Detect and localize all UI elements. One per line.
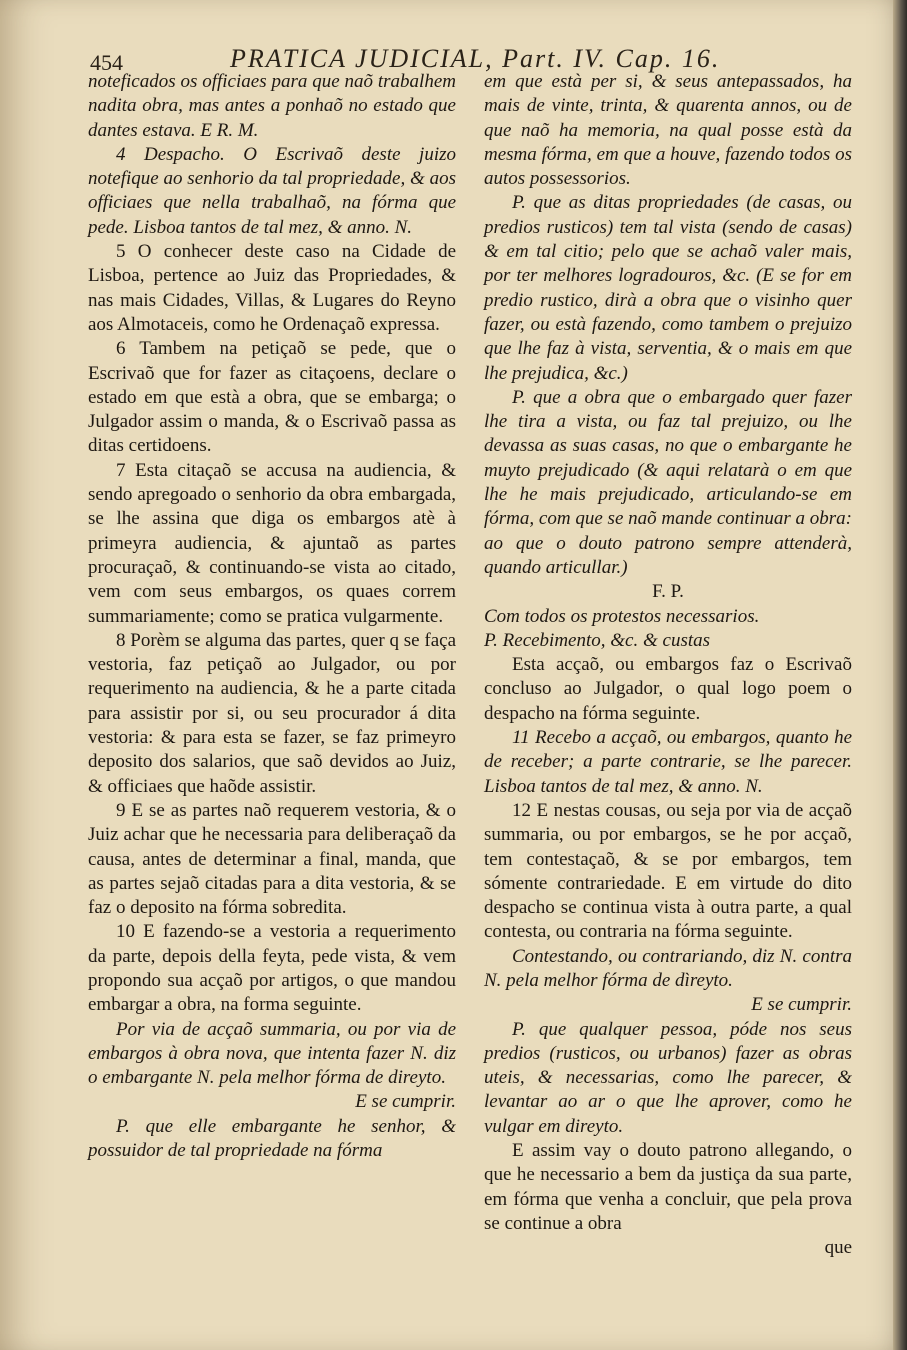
paragraph: Esta acçaõ, ou embargos faz o Escrivaõ concluso ao Julgador, o qual logo poem o despacho na fórma seguinte. [484, 654, 852, 724]
paragraph: P. que elle embargante he senhor, & possuidor de tal propriedade na fórma [88, 1115, 456, 1162]
paragraph: P. que a obra que o embargado quer fazer lhe tira a vista, ou faz tal prejuizo, ou lhe devassa as suas casas, no que o embargante he muyto prejudicado (& aqui relatarà o em que lhe he mais prejudicado, articulando-se em fórma, com que se naõ mande continuar a obra: ao que o douto patrono sempre attenderà, quando articullar.) [484, 386, 852, 578]
paragraph: P. que as ditas propriedades (de casas, ou predios rusticos) tem tal vista (sendo de casas) & em tal citio; pelo que se achaõ valer mais, por ter melhores logradouros, &c. (E se for em predio rustico, dirà a obra que o visinho quer fazer, ou està fazendo, como tambem o prejuizo que lhe faz à vista, serventia, & o mais em que lhe prejudica, &c.) [484, 192, 852, 384]
paragraph: E se cumprir. [355, 1091, 456, 1113]
paragraph: em que està per si, & seus antepassados, ha mais de vinte, trinta, & quarenta annos, ou de que naõ ha memoria, na qual posse està da mesma fórma, em que a houve, fazendo todos os autos possessorios. [484, 71, 852, 190]
paragraph: Contestando, ou contrariando, diz N. contra N. pela melhor fórma de dìreyto. [484, 945, 852, 991]
paragraph: 8 Porèm se alguma das partes, quer q se faça vestoria, faz petiçaõ ao Julgador, ou por requerimento na audiencia, & he a parte citada para assistir por si, ou seu procurador á dita vestoria: & para esta se fazer, se faz primeyro deposito dos salarios, que saõ devidos ao Juiz, & officiaes que haõde assistir. [88, 629, 456, 797]
paragraph: 11 Recebo a acçaõ, ou embargos, quanto he de receber; a parte contrarie, se lhe parecer. Lisboa tantos de tal mez, & anno. N. [484, 727, 852, 797]
paragraph: 5 O conhecer deste caso na Cidade de Lisboa, pertence ao Juiz das Propriedades, & nas mais Cidades, Villas, & Lugares do Reyno aos Almotaceis, como he Ordenaçaõ expressa. [88, 241, 456, 335]
right-column [484, 70, 852, 1261]
paragraph: 12 E nestas cousas, ou seja por via de acçaõ summaria, ou por embargos, se he por acçaõ, tem contestaçaõ, & se por embargos, tem sómente contrariedade. E em virtude do dito despacho se continua vista à outra parte, a qual contesta, ou contraria na fórma seguinte. [484, 799, 852, 943]
paragraph: noteficados os officiaes para que naõ trabalhem nadita obra, mas antes a ponhaõ no estado que dantes estava. E R. M. [88, 71, 456, 141]
paragraph: Com todos os protestos necessarios. [484, 605, 760, 627]
paragraph: Por via de acçaõ summaria, ou por via de embargos à obra nova, que intenta fazer N. diz o embargante N. pela melhor fórma de direyto. [88, 1018, 456, 1089]
running-head: PRATICA JUDICIAL, Part. IV. Cap. 16. [230, 44, 721, 73]
paragraph: P. que qualquer pessoa, póde nos seus predios (rusticos, ou urbanos) fazer as obras uteis, & necessarias, como lhe parecer, & levantar ao ar o que lhe aprover, como he vulgar em direyto. [484, 1018, 852, 1137]
paragraph: E se cumprir. [751, 994, 852, 1016]
paragraph: 4 Despacho. O Escrivaõ deste juizo notefique ao senhorio da tal propriedade, & aos officiaes que nella trabalhaõ, na fórma que pede. Lisboa tantos de tal mez, & anno. N. [88, 143, 456, 238]
catchword: que [824, 1237, 852, 1259]
left-column [88, 70, 456, 1163]
paragraph: 6 Tambem na petiçaõ se pede, que o Escrivaõ que for fazer as citaçoens, declare o estado em que està a obra, que se embarga; o Julgador assim o manda, & o Escrivaõ passa as ditas certidoens. [88, 338, 456, 457]
paragraph: F. P. [652, 581, 684, 603]
paragraph: 10 E fazendo-se a vestoria a requerimento da parte, depois della feyta, pede vista, & vem propondo sua acçaõ por artigos, o que mandou embargar a obra, na forma seguinte. [88, 921, 456, 1016]
page-number: 454 [90, 50, 123, 75]
paragraph: 9 E se as partes naõ requerem vestoria, & o Juiz achar que he necessaria para deliberaçaõ da causa, antes de determinar a final, manda, que as partes sejaõ citadas para a dita vestoria, & se faz o deposito na fórma sobredita. [88, 799, 456, 919]
paragraph: 7 Esta citaçaõ se accusa na audiencia, & sendo apregoado o senhorio da obra embargada, se lhe assina que diga os embargos atè à primeyra audiencia, & ajuntaõ as partes procuraçaõ, & continuando-se vista ao citado, vem com seus embargos, os quaes correm summariamente; como se pratica vulgarmente. [88, 459, 456, 627]
paragraph: E assim vay o douto patrono allegando, o que he necessario a bem da justiça da sua parte, em fórma que venha a concluir, que pela prova se continue a obra [484, 1140, 852, 1234]
paragraph: P. Recebimento, &c. & custas [484, 629, 711, 651]
page-edge [893, 0, 907, 1350]
